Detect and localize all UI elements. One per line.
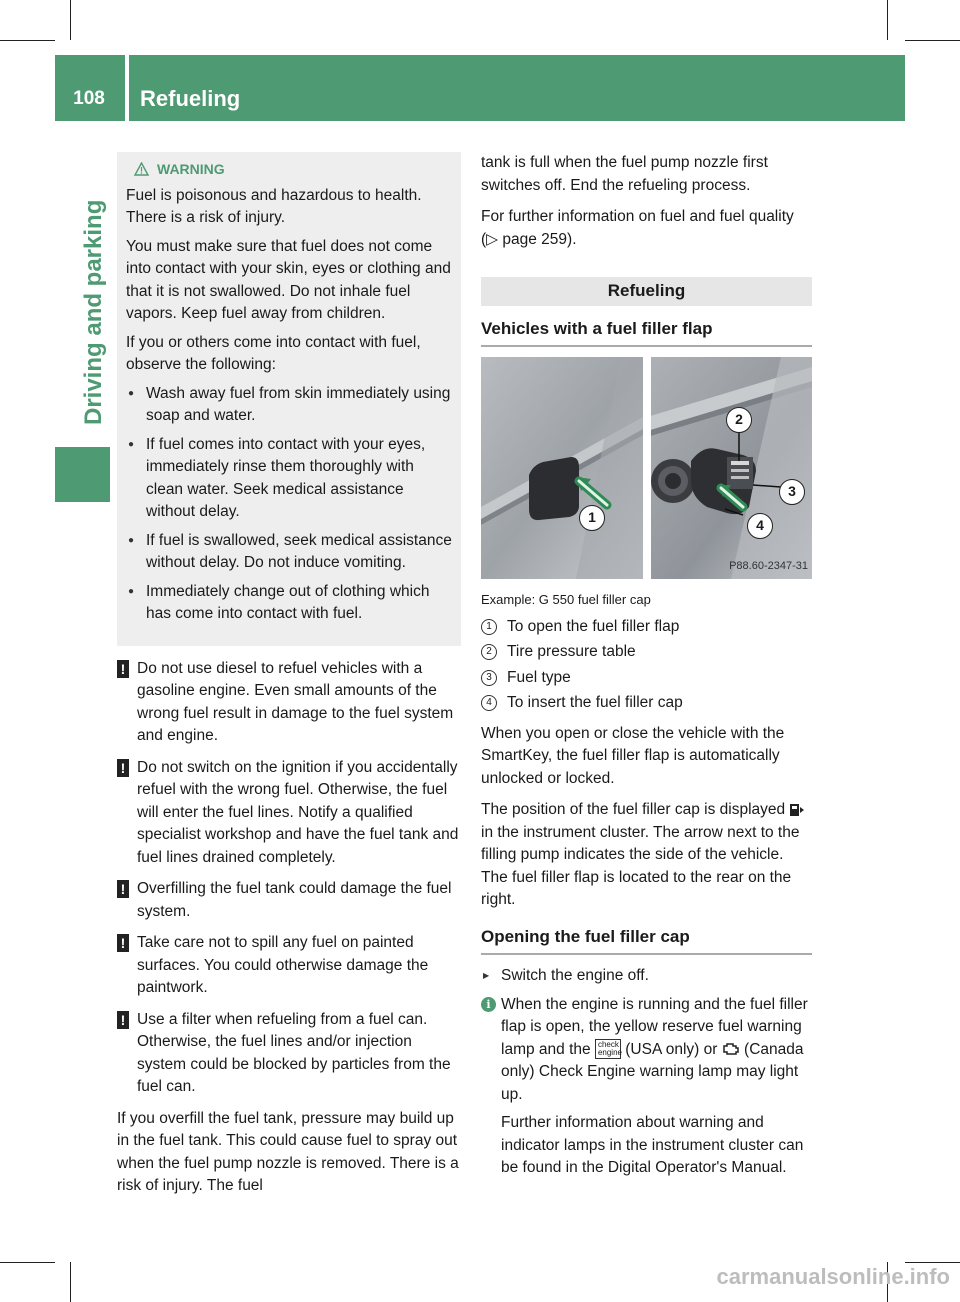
info-note — [481, 994, 812, 1107]
legend-text: To open the fuel filler flap — [507, 617, 680, 635]
left-column — [117, 152, 461, 1207]
position-text-a: The position of the fuel filler cap is displayed — [481, 801, 786, 818]
legend-text: Fuel type — [507, 668, 571, 686]
right-column — [481, 152, 812, 1180]
callout-1: 1 — [579, 505, 605, 531]
figure-code: P88.60-2347-31 — [729, 559, 808, 572]
warning-bullet: ● Wash away fuel from skin immediately using soap and water. — [126, 383, 452, 428]
callout-3: 3 — [779, 479, 805, 505]
crop-mark — [887, 0, 888, 40]
figure-caption: Example: G 550 fuel filler cap — [481, 592, 651, 607]
fuel-filler-photo — [481, 357, 812, 579]
warning-title: WARNING — [157, 161, 225, 177]
legend-text: Tire pressure table — [507, 643, 636, 660]
caution-text: Do not switch on the ignition if you accidentally refuel with the wrong fuel. Otherwise, the fuel will enter the fuel lines. Notify a qualified specialist workshop and have the fuel tank and fuel lines drained completely. — [137, 758, 459, 866]
overfill-paragraph: If you overfill the fuel tank, pressure may build up in the fuel tank. This could cause fuel to spray out when the fuel pump nozzle is removed. There is a risk of injury. The fuel — [117, 1109, 459, 1194]
subsection-heading: Opening the fuel filler cap — [481, 926, 812, 956]
caution-text: Take care not to spill any fuel on painted surfaces. You could otherwise damage the paintwork. — [137, 934, 429, 996]
side-tab-label: Driving and parking — [80, 199, 107, 425]
crop-mark — [0, 1262, 55, 1263]
position-paragraph — [481, 799, 812, 912]
info-text-b: (USA only) or — [625, 1040, 718, 1058]
info-text-c: (Canada only) Check Engine warning lamp may light up. — [501, 1040, 804, 1103]
legend-item — [481, 641, 812, 664]
section-heading: Refueling — [481, 277, 812, 306]
legend-item — [481, 667, 812, 690]
caution-note — [117, 658, 461, 748]
warning-bullet: ● If fuel comes into contact with your eyes, immediately rinse them thoroughly with clean water. Seek medical assistance without delay. — [126, 434, 452, 524]
legend-item — [481, 616, 812, 639]
warning-text: You must make sure that fuel does not come into contact with your skin, eyes or clothing and that it is not swallowed. Do not inhale fuel vapors. Keep fuel away from children. — [126, 237, 451, 322]
check-engine-icon: check engine — [595, 1039, 621, 1059]
chapter-title: Refueling — [140, 86, 241, 111]
warning-box — [117, 152, 461, 646]
legend-number: 1 — [481, 619, 497, 635]
warning-bullet: ● If fuel is swallowed, seek medical assistance without delay. Do not induce vomiting. — [126, 530, 452, 575]
caution-text: Do not use diesel to refuel vehicles with a gasoline engine. Even small amounts of the wrong fuel result in damage to the fuel system and engine. — [137, 659, 454, 744]
warning-heading — [134, 158, 452, 181]
warning-text: If you or others come into contact with fuel, observe the following: — [126, 333, 421, 373]
caution-note — [117, 932, 461, 1000]
caution-icon: ! — [117, 660, 129, 678]
legend-item — [481, 692, 812, 715]
subsection-heading: Vehicles with a fuel filler flap — [481, 318, 812, 348]
caution-icon: ! — [117, 934, 129, 952]
side-tab-block — [55, 447, 110, 502]
caution-text: Overfilling the fuel tank could damage the fuel system. — [137, 880, 452, 920]
crop-mark — [905, 40, 960, 41]
instruction-step: ▶ Switch the engine off. — [481, 965, 812, 988]
legend-number: 4 — [481, 695, 497, 711]
caution-text: Use a filter when refueling from a fuel can. Otherwise, the fuel lines and/or injection system could be blocked by particles from the fuel can. — [137, 1010, 451, 1095]
info-icon: i — [481, 997, 496, 1012]
info-more-text: Further information about warning and indicator lamps in the instrument cluster can be found in the Digital Operator's Manual. — [501, 1114, 804, 1176]
warning-triangle-icon — [134, 162, 149, 176]
position-text-b: in the instrument cluster. The arrow next to the filling pump indicates the side of the vehicle. The fuel filler flap is located to the rear on the right. — [481, 823, 800, 908]
header-divider — [125, 55, 129, 121]
callout-2: 2 — [726, 407, 752, 433]
caution-icon: ! — [117, 759, 129, 777]
smartkey-paragraph: When you open or close the vehicle with the SmartKey, the fuel filler flap is automatically unlocked or locked. — [481, 724, 785, 787]
further-info-paragraph: For further information on fuel and fuel quality (▷ page 259). — [481, 208, 794, 248]
info-text-a: When the engine is running and the fuel filler flap is open, the yellow reserve fuel warning lamp and the — [501, 995, 808, 1058]
caution-icon: ! — [117, 1011, 129, 1029]
caution-note — [117, 878, 461, 923]
watermark: carmanualsonline.info — [716, 1264, 950, 1289]
warning-bullet: ● Immediately change out of clothing which has come into contact with fuel. — [126, 581, 452, 626]
engine-icon — [722, 1042, 740, 1056]
caution-note — [117, 757, 461, 870]
page-number: 108 — [73, 88, 105, 109]
legend-text: To insert the fuel filler cap — [507, 694, 683, 711]
fuel-filler-figure — [481, 357, 812, 579]
legend-number: 3 — [481, 670, 497, 686]
caution-icon: ! — [117, 880, 129, 898]
fuel-pump-icon — [789, 803, 807, 817]
crop-mark — [70, 1262, 71, 1302]
crop-mark — [0, 40, 55, 41]
callout-4: 4 — [747, 513, 773, 539]
crop-mark — [905, 1262, 960, 1263]
continued-paragraph: tank is full when the fuel pump nozzle first switches off. End the refueling process. — [481, 154, 768, 194]
legend-number: 2 — [481, 644, 497, 660]
crop-mark — [70, 0, 71, 40]
warning-text: Fuel is poisonous and hazardous to health. There is a risk of injury. — [126, 186, 422, 226]
caution-note — [117, 1009, 461, 1099]
